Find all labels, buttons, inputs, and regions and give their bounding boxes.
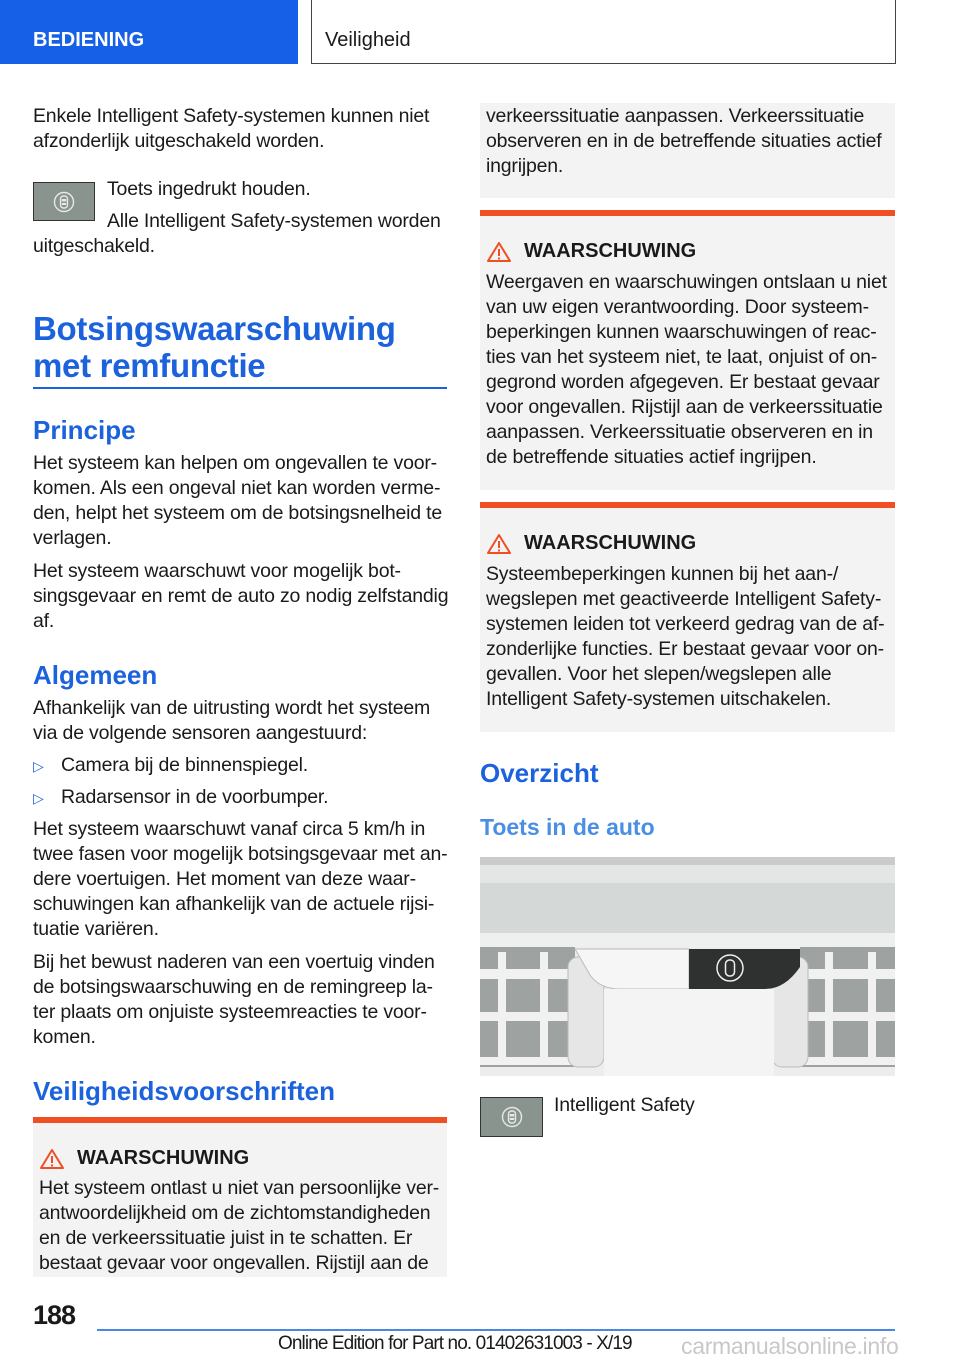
text-line: met remfunctie: [33, 347, 266, 384]
text-line: Weergaven en waarschuwingen ontslaan u niet: [486, 271, 887, 293]
chapter-label: Veiligheid: [325, 29, 411, 51]
bullet-text: Radarsensor in de voorbumper.: [61, 786, 329, 808]
watermark: carmanualsonline.info: [681, 1333, 899, 1359]
text-line: bestaat gevaar voor ongevallen. Rijstijl aan de: [39, 1252, 429, 1274]
text-line: de botsingswaarschuwing en de remingreep la-: [33, 976, 433, 998]
text-line: Enkele Intelligent Safety-systemen kunnen niet: [33, 105, 430, 127]
heading-principe: Principe: [33, 415, 136, 445]
text-line: systemen leiden tot verkeerd gedrag van de af-: [486, 613, 885, 635]
heading-veiligheidsvoorschriften: Veiligheidsvoorschriften: [33, 1076, 335, 1106]
page-number: 188: [33, 1300, 76, 1330]
text-line: dere voertuigen. Het moment van deze waar-: [33, 868, 416, 890]
heading-overzicht: Overzicht: [480, 758, 599, 788]
warning-box: [33, 1117, 447, 1277]
text-line: Het systeem kan helpen om ongevallen te voor-: [33, 452, 437, 474]
page-title: [33, 310, 396, 384]
bullet-item: [33, 785, 447, 810]
edition-text: Online Edition for Part no. 01402631003 - X/19: [278, 1333, 632, 1354]
warning-title-text: WAARSCHUWING: [524, 532, 697, 554]
section-label: BEDIENING: [33, 29, 145, 51]
bullet-text: Camera bij de binnenspiegel.: [61, 754, 308, 776]
principe-paragraph-2: [33, 559, 448, 634]
text-line: beperkingen kunnen waarschuwingen of reac-: [486, 321, 877, 343]
warning-triangle-icon: [486, 241, 512, 263]
warning-triangle-icon: [39, 1148, 65, 1170]
text-line: komen. Als een ongeval niet kan worden verme-: [33, 477, 441, 499]
warning-text: [486, 562, 884, 712]
text-line: aanpassen. Verkeerssituatie observeren en in: [486, 421, 873, 443]
warning-triangle-icon: [486, 533, 512, 555]
text-line: Het systeem waarschuwt vanaf circa 5 km/h in: [33, 818, 426, 840]
text-line: af.: [33, 610, 55, 632]
text-line: twee fasen voor mogelijk botsingsgevaar met an-: [33, 843, 448, 865]
bullet-triangle-icon: ▷: [33, 790, 44, 806]
text-line: zonderlijke functies. Er bestaat gevaar voor on-: [486, 638, 884, 660]
warning-title: [39, 1147, 249, 1170]
text-line: gegrond worden afgegeven. Er bestaat gevaar: [486, 371, 880, 393]
algemeen-paragraph-2: [33, 817, 447, 942]
footer-rule: [97, 1329, 895, 1331]
text-line: de betreffende situaties actief ingrijpen.: [486, 446, 817, 468]
warning-text: [486, 270, 887, 470]
key-step-text: Toets ingedrukt houden.: [107, 178, 311, 200]
intro-paragraph: [33, 104, 429, 154]
warning-title: [486, 532, 696, 555]
warning-title: [486, 240, 696, 263]
text-line: schuwingen kan afhankelijk van de actuele rijsi-: [33, 893, 435, 915]
text-line: gevallen. Voor het slepen/wegslepen alle: [486, 663, 832, 685]
text-line: verkeerssituatie aanpassen. Verkeerssituatie: [486, 105, 865, 127]
text-line: komen.: [33, 1026, 96, 1048]
text-line: Het systeem waarschuwt voor mogelijk bot-: [33, 560, 401, 582]
text-line: Systeembeperkingen kunnen bij het aan-/: [486, 563, 839, 585]
warning-text: [39, 1176, 439, 1276]
text-line: afzonderlijk uitgeschakeld worden.: [33, 130, 325, 152]
text-line: verlagen.: [33, 527, 112, 549]
text-line: en de verkeerssituatie juist in te schatten. Er: [39, 1227, 413, 1249]
intelligent-safety-key-icon: [480, 1097, 543, 1137]
algemeen-paragraph-1: [33, 696, 430, 746]
text-line: Afhankelijk van de uitrusting wordt het systeem: [33, 697, 431, 719]
text-line: Bij het bewust naderen van een voertuig vinden: [33, 951, 435, 973]
chapter-tab[interactable]: [311, 0, 896, 64]
warning-title-text: WAARSCHUWING: [77, 1147, 250, 1169]
continued-text-box: [480, 103, 895, 198]
intelligent-safety-key-icon: [33, 182, 95, 221]
heading-algemeen: Algemeen: [33, 660, 158, 690]
key-label: Intelligent Safety: [554, 1094, 695, 1116]
text-line: tuatie variëren.: [33, 918, 159, 940]
text-line: voor ongevallen. Rijstijl aan de verkeerssituatie: [486, 396, 883, 418]
title-underline: [33, 387, 447, 389]
algemeen-paragraph-3: [33, 950, 435, 1050]
warning-box: [480, 210, 895, 490]
warning-box: [480, 502, 895, 732]
dashboard-key-illustration: [480, 857, 895, 1076]
text-line: observeren en in de betreffende situaties actief: [486, 130, 882, 152]
text-line: ter plaats om onjuiste systeemreacties te voor-: [33, 1001, 427, 1023]
section-tab[interactable]: [0, 0, 298, 64]
bullet-triangle-icon: ▷: [33, 758, 44, 774]
bullet-item: [33, 753, 447, 778]
text-line: ingrijpen.: [486, 155, 564, 177]
text-line: Intelligent Safety-systemen uitschakelen.: [486, 688, 832, 710]
text-line: van uw eigen verantwoording. Door systeem-: [486, 296, 869, 318]
text-line: antwoordelijkheid om de zichtomstandigheden: [39, 1202, 431, 1224]
text-line: ties van het systeem niet, te laat, onjuist of on-: [486, 346, 878, 368]
key-result-text: Alle Intelligent Safety-systemen worden: [107, 210, 441, 232]
text-line: Botsingswaarschuwing: [33, 310, 396, 347]
text-line: via de volgende sensoren aangestuurd:: [33, 722, 368, 744]
text-line: wegslepen met geactiveerde Intelligent Safety-: [486, 588, 882, 610]
text-line: den, helpt het systeem om de botsingsnelheid te: [33, 502, 443, 524]
warning-title-text: WAARSCHUWING: [524, 240, 697, 262]
heading-toets-in-de-auto: Toets in de auto: [480, 814, 655, 840]
text-line: Het systeem ontlast u niet van persoonlijke ver-: [39, 1177, 440, 1199]
key-result-text-cont: uitgeschakeld.: [33, 235, 155, 257]
continued-paragraph: [486, 104, 881, 179]
principe-paragraph-1: [33, 451, 442, 551]
text-line: singsgevaar en remt de auto zo nodig zelfstandig: [33, 585, 449, 607]
